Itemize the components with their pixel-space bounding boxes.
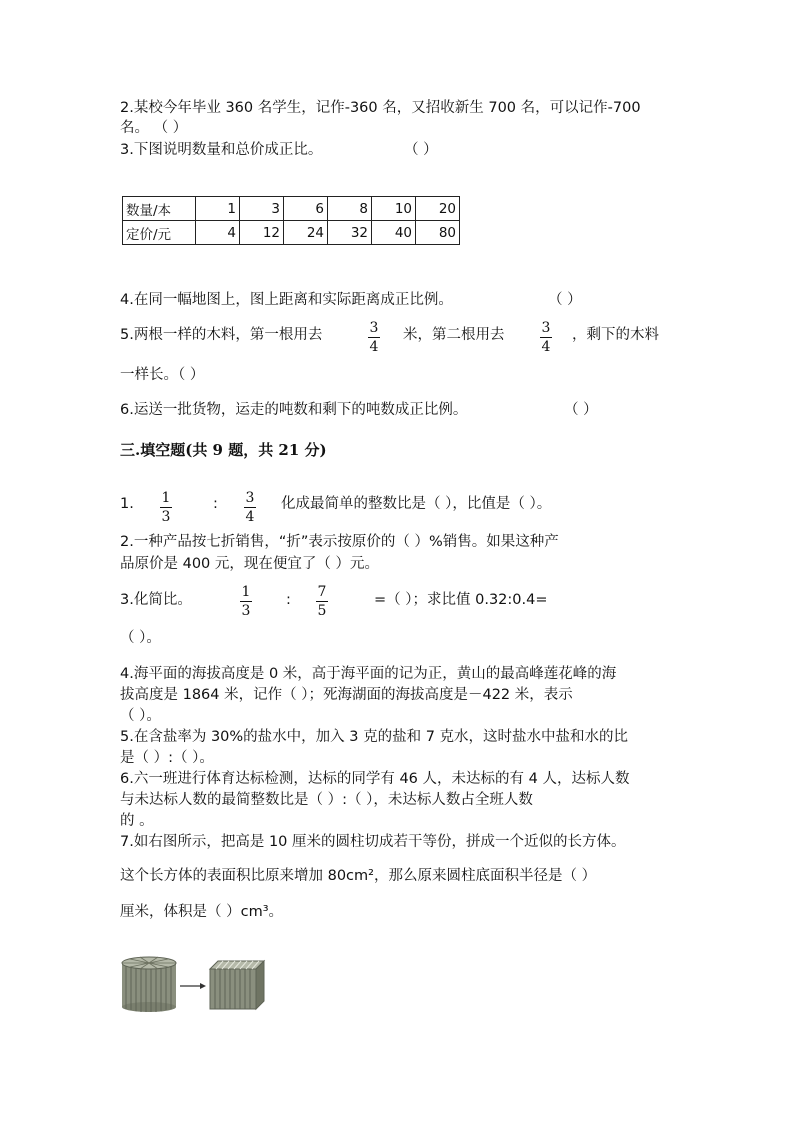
- table-cell: 40: [372, 221, 416, 245]
- table-cell: 32: [328, 221, 372, 245]
- q6-answer-paren: （ ）: [564, 402, 598, 418]
- q2-line2: 名。 （ ）: [120, 120, 188, 136]
- ratio-colon: :: [213, 496, 218, 512]
- fraction-denominator: 4: [369, 339, 379, 355]
- arrow-right-icon: [180, 983, 206, 989]
- q6-text: 6.运送一批货物，运走的吨数和剩下的吨数成正比例。: [120, 402, 468, 418]
- p3-q3-line2: （ ）。: [120, 630, 161, 646]
- table-cell: 4: [196, 221, 240, 245]
- fraction-bar: [240, 601, 252, 602]
- fraction: [316, 584, 328, 619]
- p3-q7-line3: 厘米，体积是（ ）cm³。: [120, 904, 284, 920]
- fraction: [244, 490, 256, 525]
- table-cell: 定价/元: [123, 221, 196, 245]
- p3-q6-line2: 与未达标人数的最简整数比是（ ）:（ ），未达标人数占全班人数: [120, 792, 533, 808]
- table-cell: 10: [372, 197, 416, 221]
- fraction-numerator: 7: [317, 584, 327, 600]
- fraction-denominator: 3: [241, 603, 251, 619]
- p3-q7-line1: 7.如右图所示，把高是 10 厘米的圆柱切成若干等份，拼成一个近似的长方体。: [120, 834, 626, 850]
- fraction-bar: [244, 507, 256, 508]
- table-cell: 6: [284, 197, 328, 221]
- fraction-denominator: 4: [541, 339, 551, 355]
- q5-line2: 一样长。（ ）: [120, 367, 205, 383]
- p3-q7-line2: 这个长方体的表面积比原来增加 80cm²，那么原来圆柱底面积半径是（ ）: [120, 868, 597, 884]
- p3-q6-line3: 的 。: [120, 813, 154, 829]
- quantity-price-table: [122, 196, 460, 245]
- fraction-numerator: 1: [161, 490, 171, 506]
- q3-text: 3.下图说明数量和总价成正比。: [120, 142, 323, 158]
- cylinder-to-cuboid-figure: [118, 955, 270, 1013]
- p3-q4-line2: 拔高度是 1864 米，记作（ ）；死海湖面的海拔高度是－422 米，表示: [120, 687, 573, 703]
- table-cell: 1: [196, 197, 240, 221]
- table-row: [123, 197, 460, 221]
- fraction: [240, 584, 252, 619]
- table-cell: 8: [328, 197, 372, 221]
- fraction-denominator: 5: [317, 603, 327, 619]
- q3-answer-paren: （ ）: [404, 142, 438, 158]
- cylinder-icon: [122, 957, 176, 1012]
- fraction-bar: [368, 337, 380, 338]
- table-row: [123, 221, 460, 245]
- q5-text-c: ，剩下的木料: [572, 327, 659, 343]
- p3-q3-text-b: =（ ）；求比值 0.32:0.4=: [374, 592, 548, 608]
- fraction-numerator: 3: [541, 320, 551, 336]
- ratio-colon: :: [286, 592, 291, 608]
- fraction-numerator: 3: [369, 320, 379, 336]
- table-cell: 12: [240, 221, 284, 245]
- table-cell: 80: [416, 221, 460, 245]
- table-cell: 20: [416, 197, 460, 221]
- q2-line1: 2.某校今年毕业 360 名学生，记作-360 名，又招收新生 700 名，可以记作-700: [120, 100, 641, 116]
- section-heading: 三.填空题(共 9 题，共 21 分): [120, 441, 327, 459]
- fraction-numerator: 3: [245, 490, 255, 506]
- p3-q1-text: 化成最简单的整数比是（ ），比值是（ ）。: [281, 496, 552, 512]
- fraction-numerator: 1: [241, 584, 251, 600]
- q4-answer-paren: （ ）: [548, 292, 582, 308]
- p3-q4-line3: （ ）。: [120, 708, 161, 724]
- q5-text-a: 5.两根一样的木料，第一根用去: [120, 327, 323, 343]
- cuboid-icon: [210, 961, 264, 1009]
- fraction: [540, 320, 552, 355]
- p3-q5-line2: 是（ ）:（ ）。: [120, 750, 214, 766]
- q4-text: 4.在同一幅地图上，图上距离和实际距离成正比例。: [120, 292, 453, 308]
- p3-q5-line1: 5.在含盐率为 30%的盐水中，加入 3 克的盐和 7 克水，这时盐水中盐和水的比: [120, 729, 629, 745]
- p3-q1-number: 1.: [120, 496, 134, 512]
- fraction: [368, 320, 380, 355]
- p3-q6-line1: 6.六一班进行体育达标检测，达标的同学有 46 人，未达标的有 4 人，达标人数: [120, 771, 630, 787]
- p3-q2-line1: 2.一种产品按七折销售，“折”表示按原价的（ ）%销售。如果这种产: [120, 534, 559, 550]
- fraction-denominator: 3: [161, 509, 171, 525]
- fraction: [160, 490, 172, 525]
- table-cell: 数量/本: [123, 197, 196, 221]
- fraction-denominator: 4: [245, 509, 255, 525]
- p3-q4-line1: 4.海平面的海拔高度是 0 米，高于海平面的记为正，黄山的最高峰莲花峰的海: [120, 666, 617, 682]
- table-cell: 24: [284, 221, 328, 245]
- p3-q3-text-a: 3.化简比。: [120, 592, 192, 608]
- fraction-bar: [316, 601, 328, 602]
- table-cell: 3: [240, 197, 284, 221]
- p3-q2-line2: 品原价是 400 元，现在便宜了（ ）元。: [120, 556, 380, 572]
- q5-text-b: 米，第二根用去: [403, 327, 505, 343]
- fraction-bar: [160, 507, 172, 508]
- fraction-bar: [540, 337, 552, 338]
